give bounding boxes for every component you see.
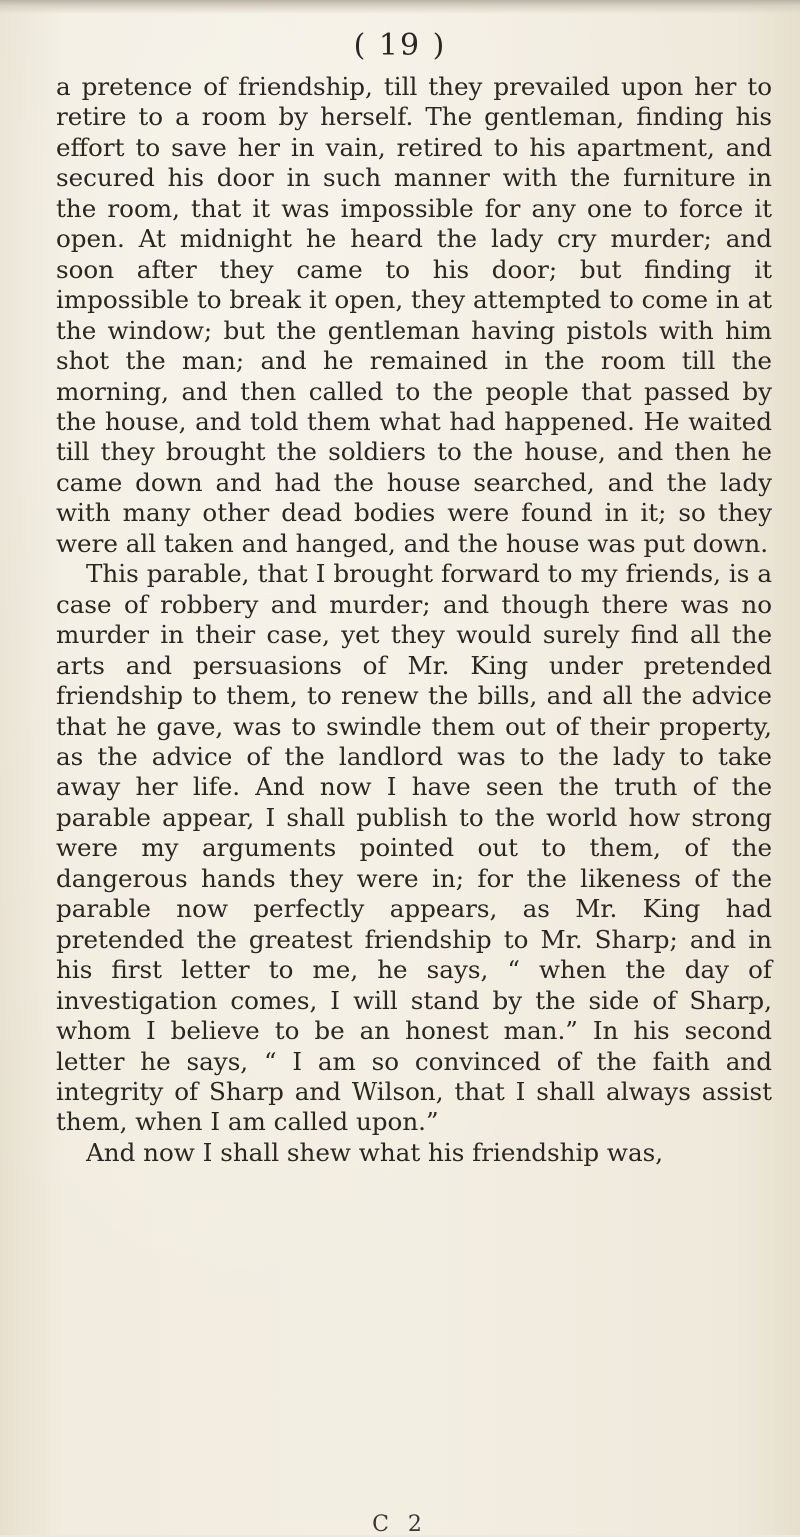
body-text: [56, 72, 772, 1168]
page-number: ( 19 ): [353, 28, 447, 63]
signature-mark: C 2: [372, 1512, 428, 1537]
page-top-shadow: [0, 0, 800, 14]
paragraph-2: This parable, that I brought forward to my friends, is a case of robbery and murder; and though there was no murder in their case, yet they would surely find all the arts and persuasions of Mr. King under pretended friendship to them, to renew the bills, and all the advice that he gave, was to swindle them out of their property, as the advice of the landlord was to the lady to take away her life. And now I have seen the truth of the parable appear, I shall publish to the world how strong were my arguments pointed out to them, of the dangerous hands they were in; for the likeness of the parable now perfectly appears, as Mr. King had pretended the greatest friendship to Mr. Sharp; and in his first letter to me, he says, “ when the day of investigation comes, I will stand by the side of Sharp, whom I believe to be an honest man.” In his second letter he says, “ I am so convinced of the faith and integrity of Sharp and Wilson, that I shall always assist them, when I am called upon.”: [56, 559, 772, 1137]
paragraph-1: a pretence of friendship, till they prevailed upon her to retire to a room by herself. The gentleman, finding his effort to save her in vain, retired to his apartment, and secured his door in such manner with the furniture in the room, that it was impossible for any one to force it open. At midnight he heard the lady cry murder; and soon after they came to his door; but finding it impossible to break it open, they attempted to come in at the window; but the gentleman having pistols with him shot the man; and he remained in the room till the morning, and then called to the people that passed by the house, and told them what had happened. He waited till they brought the soldiers to the house, and then he came down and had the house searched, and the lady with many other dead bodies were found in it; so they were all taken and hanged, and the house was put down.: [56, 72, 772, 558]
paragraph-3: And now I shall shew what his friendship was,: [86, 1137, 664, 1167]
